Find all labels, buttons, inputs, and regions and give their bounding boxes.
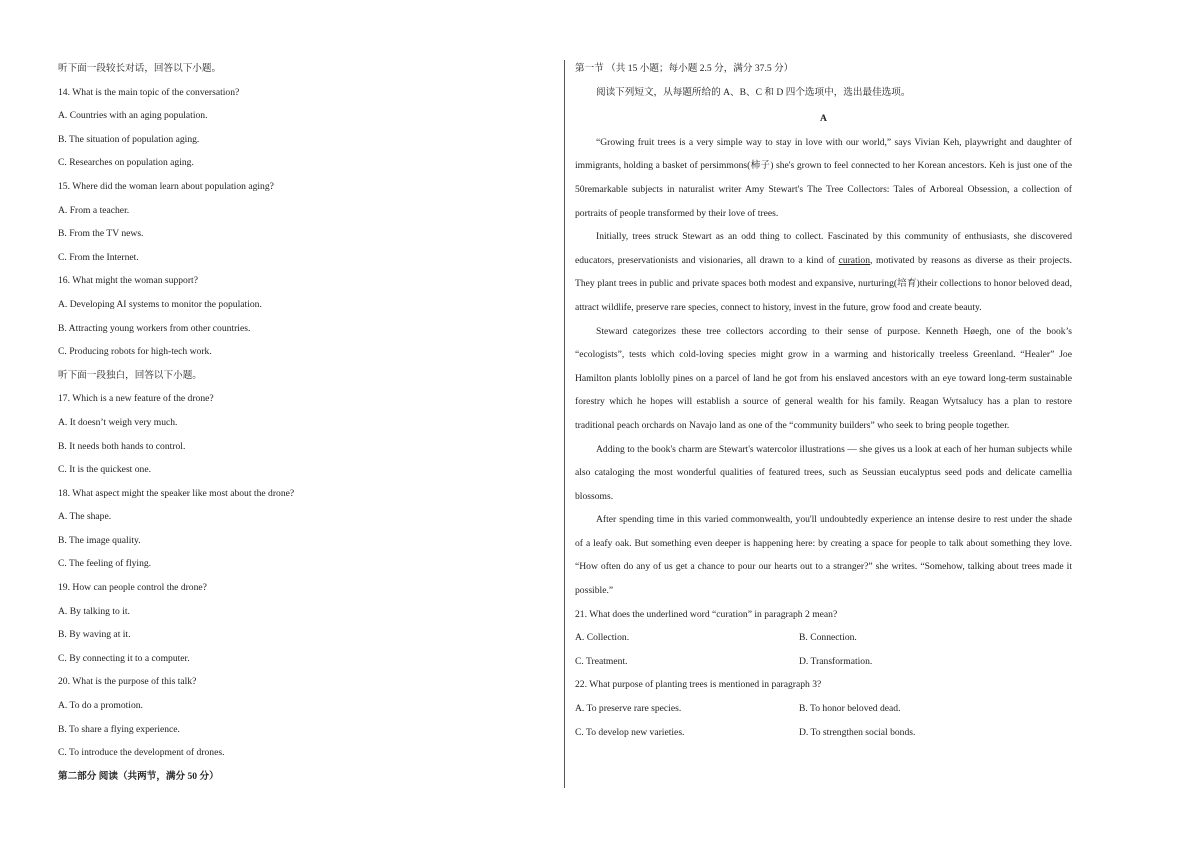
option-14c: C. Researches on population aging. bbox=[58, 157, 194, 169]
paragraph-2 bbox=[575, 225, 1072, 319]
option-19b: B. By waving at it. bbox=[58, 629, 131, 641]
option-21d: D. Transformation. bbox=[799, 655, 873, 667]
question-18: 18. What aspect might the speaker like most about the drone? bbox=[58, 487, 295, 499]
question-19: 19. How can people control the drone? bbox=[58, 582, 207, 594]
left-column bbox=[58, 60, 553, 791]
question-20: 20. What is the purpose of this talk? bbox=[58, 676, 197, 688]
question-17: 17. Which is a new feature of the drone? bbox=[58, 393, 214, 405]
option-22d: D. To strengthen social bonds. bbox=[799, 726, 916, 738]
paragraph-4: Adding to the book's charm are Stewart's watercolor illustrations — she gives us a look at each of her human subjects while also cataloging the most wonderful qualities of featured trees, such as Seussian eucalyptus seed pods and delicate camellia blossoms. bbox=[575, 443, 1072, 502]
option-22c: C. To develop new varieties. bbox=[575, 726, 685, 738]
option-20a: A. To do a promotion. bbox=[58, 700, 143, 712]
reading-instruction: 阅读下列短文，从每题所给的 A、B、C 和 D 四个选项中，选出最佳选项。 bbox=[596, 86, 911, 98]
option-15a: A. From a teacher. bbox=[58, 204, 130, 216]
column-divider bbox=[564, 60, 565, 788]
paragraph-3: Steward categorizes these tree collectors according to their sense of purpose. Kenneth Høegh, one of the book’s “ecologists”, tests which cold-loving species might grow in a warming and historically treeless Greenland. “Healer” Joe Hamilton plants loblolly pines on a parcel of land he got from his enslaved ancestors with an eye toward long-term sustainable forestry which he hopes will establish a source of general wealth for his family. Reagan Wytsalucy has a plan to restore traditional peach orchards on Navajo land as one of the “community builders” who seek to bring people together. bbox=[575, 325, 1072, 431]
option-16c: C. Producing robots for high-tech work. bbox=[58, 346, 212, 358]
passage-label: A bbox=[820, 113, 827, 125]
question-22: 22. What purpose of planting trees is mentioned in paragraph 3? bbox=[575, 679, 822, 691]
monologue-instruction: 听下面一段独白，回答以下小题。 bbox=[58, 369, 202, 381]
paragraph-1: “Growing fruit trees is a very simple way to stay in love with our world,” says Vivian Keh, playwright and daughter of immigrants, holding a basket of persimmons(柿子) she's grown to feel connected to her Korean ancestors. Keh is just one of the 50remarkable subjects in naturalist writer Amy Stewart's The Tree Collectors: Tales of Arboreal Obsession, a collection of portraits of people transformed by their love of trees. bbox=[575, 136, 1072, 219]
option-15c: C. From the Internet. bbox=[58, 251, 139, 263]
option-18b: B. The image quality. bbox=[58, 534, 141, 546]
question-22-options-row1 bbox=[575, 697, 1072, 721]
option-21c: C. Treatment. bbox=[575, 655, 628, 667]
option-14b: B. The situation of population aging. bbox=[58, 133, 200, 145]
listening-instruction: 听下面一段较长对话，回答以下小题。 bbox=[58, 63, 222, 74]
underlined-word-curation: curation bbox=[838, 254, 870, 266]
question-16: 16. What might the woman support? bbox=[58, 275, 198, 287]
option-22a: A. To preserve rare species. bbox=[575, 703, 682, 715]
option-22b: B. To honor beloved dead. bbox=[799, 703, 901, 715]
option-18c: C. The feeling of flying. bbox=[58, 558, 152, 570]
option-17a: A. It doesn’t weigh very much. bbox=[58, 416, 178, 428]
option-20c: C. To introduce the development of drones. bbox=[58, 747, 225, 759]
right-column bbox=[575, 60, 1072, 744]
option-17c: C. It is the quickest one. bbox=[58, 464, 151, 476]
option-14a: A. Countries with an aging population. bbox=[58, 110, 208, 122]
option-19a: A. By talking to it. bbox=[58, 605, 130, 617]
question-22-options-row2 bbox=[575, 721, 1072, 745]
question-15: 15. Where did the woman learn about population aging? bbox=[58, 180, 274, 192]
option-15b: B. From the TV news. bbox=[58, 228, 144, 240]
option-20b: B. To share a flying experience. bbox=[58, 723, 180, 735]
question-14: 14. What is the main topic of the conversation? bbox=[58, 86, 240, 98]
question-21-options-row2 bbox=[575, 650, 1072, 674]
paragraph-2-start: Initially, trees struck Stewart as an odd thing to collect. Fascinated by this community of enthusiasts, she discovered educators, preservationists and visionaries, all drawn to a kind of bbox=[575, 231, 1072, 266]
question-21: 21. What does the underlined word “curation” in paragraph 2 mean? bbox=[575, 608, 838, 620]
option-21a: A. Collection. bbox=[575, 632, 630, 644]
option-18a: A. The shape. bbox=[58, 511, 112, 523]
question-21-options-row1 bbox=[575, 626, 1072, 650]
option-21b: B. Connection. bbox=[799, 632, 857, 644]
paragraph-2-end: , motivated by reasons as diverse as their projects. They plant trees in public and private spaces both modest and expansive, nurturing(培育)their collections to honor beloved dead, attract wildlife, preserve rare species, connect to history, invest in the future, grow food and create beauty. bbox=[575, 254, 1072, 313]
option-16a: A. Developing AI systems to monitor the population. bbox=[58, 298, 262, 310]
option-19c: C. By connecting it to a computer. bbox=[58, 652, 190, 664]
paragraph-5: After spending time in this varied commonwealth, you'll undoubtedly experience an intense desire to rest under the shade of a leafy oak. But something even deeper is happening here: by creating a space for people to talk about something they love. “How often do any of us get a chance to pour our hearts out to a stranger?” she writes. “Somehow, talking about trees made it possible.” bbox=[575, 514, 1072, 597]
option-17b: B. It needs both hands to control. bbox=[58, 440, 186, 452]
option-16b: B. Attracting young workers from other countries. bbox=[58, 322, 251, 334]
part-two-heading: 第二部分 阅读（共两节，满分 50 分） bbox=[58, 770, 219, 782]
section-heading: 第一节 （共 15 小题；每小题 2.5 分，满分 37.5 分） bbox=[575, 63, 794, 74]
